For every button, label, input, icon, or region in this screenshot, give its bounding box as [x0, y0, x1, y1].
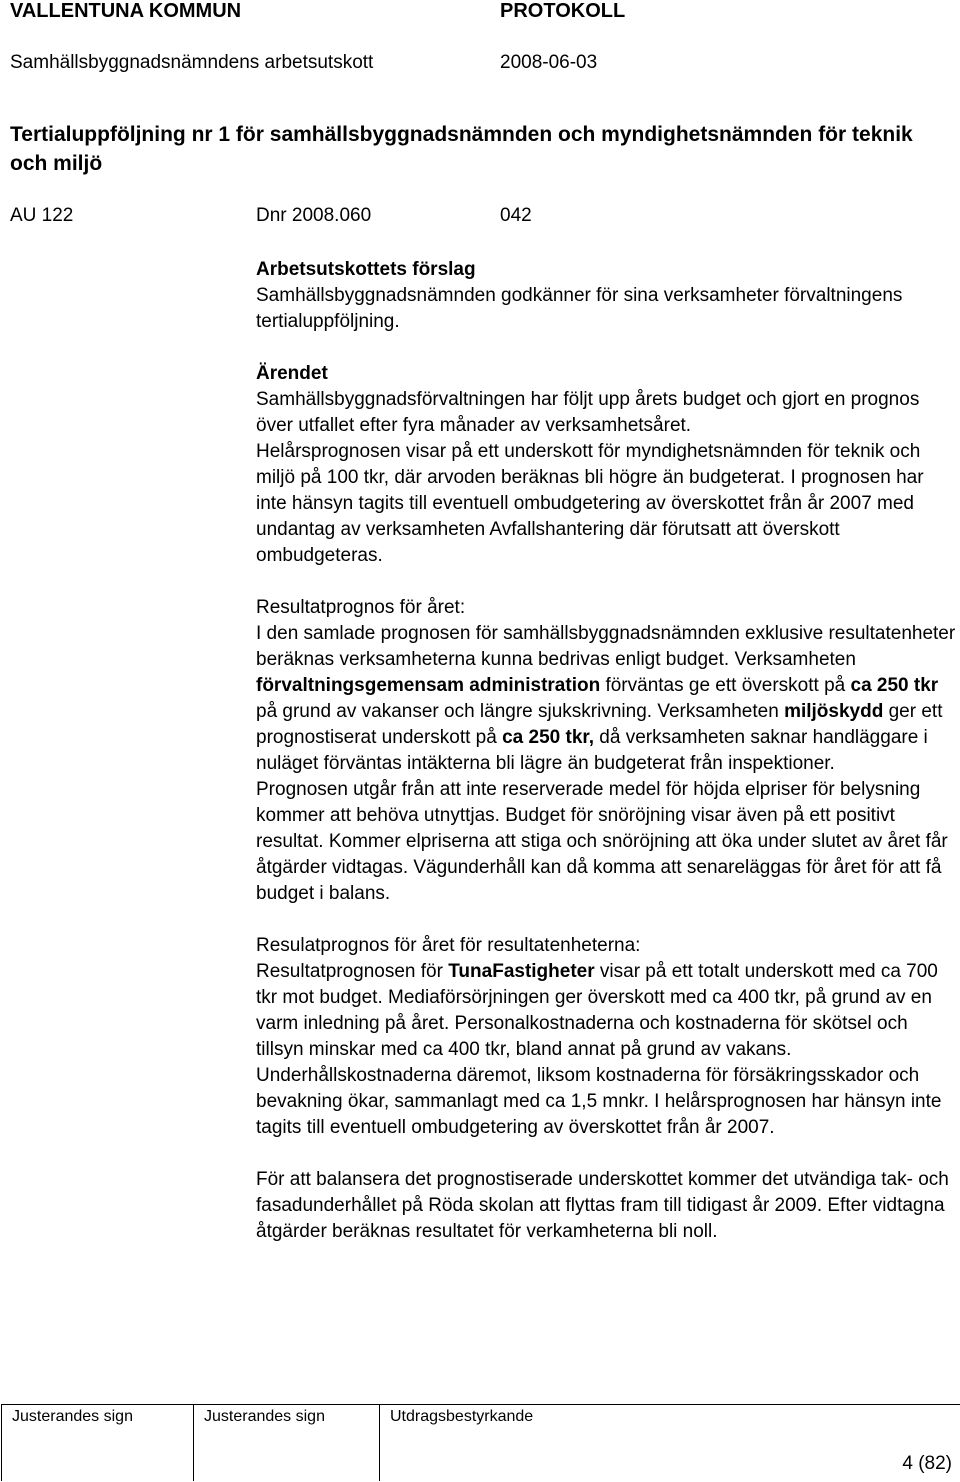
- signature-label-2: Justerandes sign: [204, 1408, 325, 1425]
- meeting-date: 2008-06-03: [500, 52, 598, 73]
- committee-name: Samhällsbyggnadsnämndens arbetsutskott: [10, 52, 374, 73]
- dnr-number: Dnr 2008.060: [256, 205, 372, 226]
- matter-paragraph-1: Samhällsbyggnadsförvaltningen har följt upp årets budget och gjort en prognos över utfallet efter fyra månader av verksamhetsåret.: [256, 389, 920, 436]
- page-title: Tertialuppföljning nr 1 för samhällsbyggnadsnämnden och myndighetsnämnden för teknik och miljö: [10, 123, 913, 175]
- forecast-paragraph-1: I den samlade prognosen för samhällsbyggnadsnämnden exklusive resultatenheter beräknas verksamheterna kunna bedrivas enligt budget. Verksamheten förvaltningsgemensam administration förväntas ge ett överskott på ca 250 tkr på grund av vakanser och längre sjukskrivning. Verksamheten miljöskydd ger ett prognostiserat underskott på ca 250 tkr, då verksamheten saknar handläggare i nuläget förväntas intäkterna bli lägre än budgeterat från inspektioner.: [256, 623, 956, 774]
- balance-paragraph: För att balansera det prognostiserade underskottet kommer det utvändiga tak- och fasadunderhållet på Röda skolan att flyttas fram till tidigast år 2009. Efter vidtagna åtgärder beräknas resultatet för verkamheterna bli noll.: [256, 1169, 949, 1242]
- forecast-heading: Resultatprognos för året:: [256, 597, 466, 618]
- signature-box-2: [193, 1404, 380, 1481]
- matter-paragraph-2: Helårsprognosen visar på ett underskott för myndighetsnämnden för teknik och miljö på 100 tkr, där arvoden beräknas bli högre än budgeterat. I prognosen har inte hänsyn tagits till eventuell ombudgetering av överskottet från år 2007 med undantag av verksamheten Avfallshantering där förutsatt att överskott ombudgeteras.: [256, 441, 924, 566]
- forecast-paragraph-2: Prognosen utgår från att inte reserverade medel för höjda elpriser för belysning kommer att behöva utnyttjas. Budget för snöröjning visar även på ett positivt resultat. Kommer elpriserna att stiga och snöröjning att öka under slutet av året får åtgärder vidtagas. Vägunderhåll kan då komma att senareläggas för året för att få budget i balans.: [256, 779, 948, 904]
- municipality-name: VALLENTUNA KOMMUN: [10, 0, 242, 22]
- document-type: PROTOKOLL: [500, 0, 626, 22]
- au-number: AU 122: [10, 205, 74, 226]
- document-body: [256, 257, 956, 1245]
- signature-box-1: [1, 1404, 194, 1481]
- proposal-heading: Arbetsutskottets förslag: [256, 259, 476, 280]
- matter-heading: Ärendet: [256, 363, 328, 384]
- units-paragraph: Resultatprognosen för TunaFastigheter visar på ett totalt underskott med ca 700 tkr mot budget. Mediaförsörjningen ger överskott med ca 400 tkr, på grund av en varm inledning på året. Personalkostnaderna och kostnaderna för skötsel och tillsyn minskar med ca 400 tkr, bland annat på grund av vakans. Underhållskostnaderna däremot, liksom kostnaderna för försäkringsskador och bevakning ökar, sammanlagt med ca 1,5 mnkr. I helårsprognosen har hänsyn inte tagits till eventuell ombudgetering av överskottet från år 2007.: [256, 961, 942, 1138]
- excerpt-box: [379, 1404, 960, 1481]
- case-code: 042: [500, 205, 532, 226]
- excerpt-label: Utdragsbestyrkande: [390, 1408, 534, 1425]
- units-heading: Resulatprognos för året för resultatenheterna:: [256, 935, 641, 956]
- signature-label-1: Justerandes sign: [12, 1408, 133, 1425]
- proposal-text: Samhällsbyggnadsnämnden godkänner för sina verksamheter förvaltningens tertialuppföljning.: [256, 285, 903, 332]
- page-number: 4 (82): [902, 1453, 952, 1474]
